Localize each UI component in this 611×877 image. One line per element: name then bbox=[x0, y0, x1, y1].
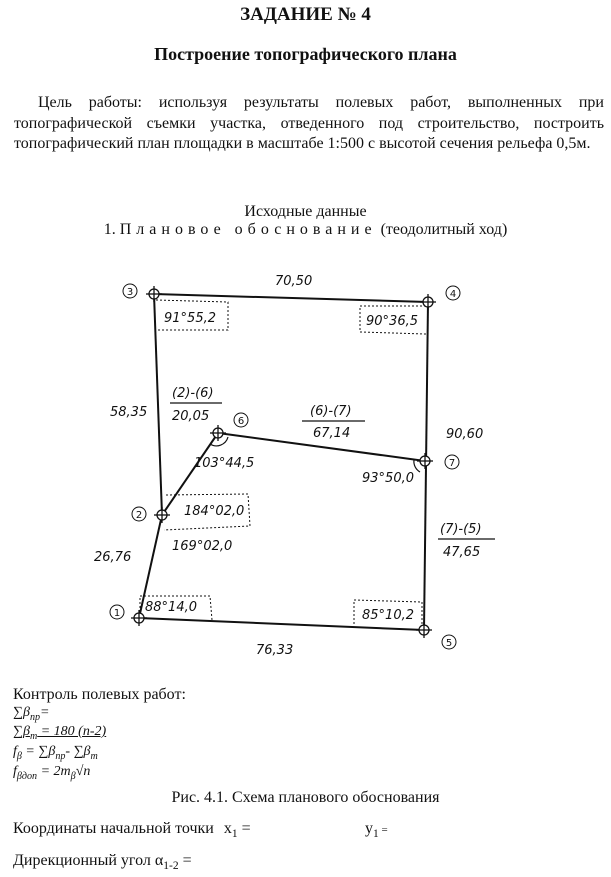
source-item-number: 1. bbox=[103, 221, 116, 238]
point-label-6: 6 bbox=[237, 416, 245, 427]
station-marker-4 bbox=[420, 294, 436, 310]
control-heading: Контроль полевых работ: bbox=[13, 686, 186, 703]
point-label-4: 4 bbox=[449, 289, 457, 300]
source-data-title: Исходные данные bbox=[244, 203, 367, 220]
angle-boxes bbox=[140, 300, 426, 628]
station-marker-3 bbox=[146, 286, 162, 302]
angle-label-7: 93°50,0 bbox=[362, 471, 414, 486]
direction-angle: Дирекционный угол $\alpha_{1-2}$ = bbox=[13, 852, 192, 873]
point-markers bbox=[131, 286, 436, 638]
page-subtitle: Построение топографического плана bbox=[154, 44, 457, 64]
branch-label-6-7-length: 67,14 bbox=[313, 426, 351, 441]
branch-label-2-6-length: 20,05 bbox=[172, 409, 210, 424]
station-marker-5 bbox=[416, 622, 432, 638]
source-item-rest: (теодолитный ход) bbox=[380, 221, 508, 238]
figure-caption: Рис. 4.1. Схема планового обоснования bbox=[171, 789, 440, 806]
angle-label-4: 90°36,5 bbox=[366, 314, 418, 329]
branch-label-6-7-name: (6)-(7) bbox=[310, 404, 352, 419]
branch-label-7-5-length: 47,65 bbox=[443, 545, 481, 560]
traverse-lines bbox=[139, 294, 428, 630]
angle-label-3: 91°55,2 bbox=[164, 311, 216, 326]
traverse-diagram bbox=[0, 260, 611, 670]
start-point-coordinates: Координаты начальной точки $x_1$ = $y_1$ = bbox=[13, 820, 388, 841]
point-label-3: 3 bbox=[126, 287, 134, 298]
distance-1-2: 26,76 bbox=[94, 550, 132, 565]
angle-label-2-upper: 184°02,0 bbox=[184, 504, 245, 519]
line-3-2 bbox=[154, 294, 162, 515]
angle-label-5: 85°10,2 bbox=[362, 608, 414, 623]
line-3-4 bbox=[154, 294, 428, 302]
point-labels bbox=[110, 284, 460, 649]
formula-f-beta: $f_\beta = \sum\beta_{пр}-$ $\sum\beta_т$ bbox=[13, 744, 98, 762]
distance-5-1: 76,33 bbox=[256, 643, 294, 658]
source-item-spaced: Плановое обоснование bbox=[119, 221, 377, 238]
angle-arc-7 bbox=[414, 460, 420, 472]
formula-sum-practical: $\sum\beta_{пр}=$ bbox=[13, 705, 50, 723]
goal-paragraph: Цель работы: используя результаты полевых работ, выполненных при топографической съемки участка, отведенного под строительство, построить топографический план площадки в масштабе 1:500 с высотой сечения рельефа 0,5м. bbox=[14, 94, 604, 152]
distance-3-4: 70,50 bbox=[275, 274, 313, 289]
line-2-6 bbox=[162, 433, 218, 515]
branch-label-7-5-name: (7)-(5) bbox=[440, 522, 482, 537]
distance-3-2: 58,35 bbox=[110, 405, 148, 420]
station-marker-2 bbox=[154, 507, 170, 523]
point-label-7: 7 bbox=[448, 458, 456, 469]
source-data-item bbox=[0, 221, 611, 239]
page-title: ЗАДАНИЕ № 4 bbox=[240, 4, 371, 25]
station-marker-7 bbox=[417, 453, 433, 469]
station-marker-6 bbox=[210, 425, 226, 441]
formula-f-beta-allowed: $f_{\beta доп} = 2m_\beta√n$ bbox=[13, 764, 91, 782]
distance-4-7: 90,60 bbox=[446, 427, 484, 442]
point-label-5: 5 bbox=[445, 638, 453, 649]
point-label-2: 2 bbox=[135, 510, 143, 521]
angle-label-2-lower: 169°02,0 bbox=[172, 539, 233, 554]
point-label-1: 1 bbox=[113, 608, 121, 619]
angle-label-6: 103°44,5 bbox=[194, 456, 255, 471]
angle-label-1: 88°14,0 bbox=[145, 600, 197, 615]
formula-sum-theoretical: $\sum\beta_т = 180$ (n-2) bbox=[13, 724, 107, 742]
branch-label-2-6-name: (2)-(6) bbox=[172, 386, 214, 401]
